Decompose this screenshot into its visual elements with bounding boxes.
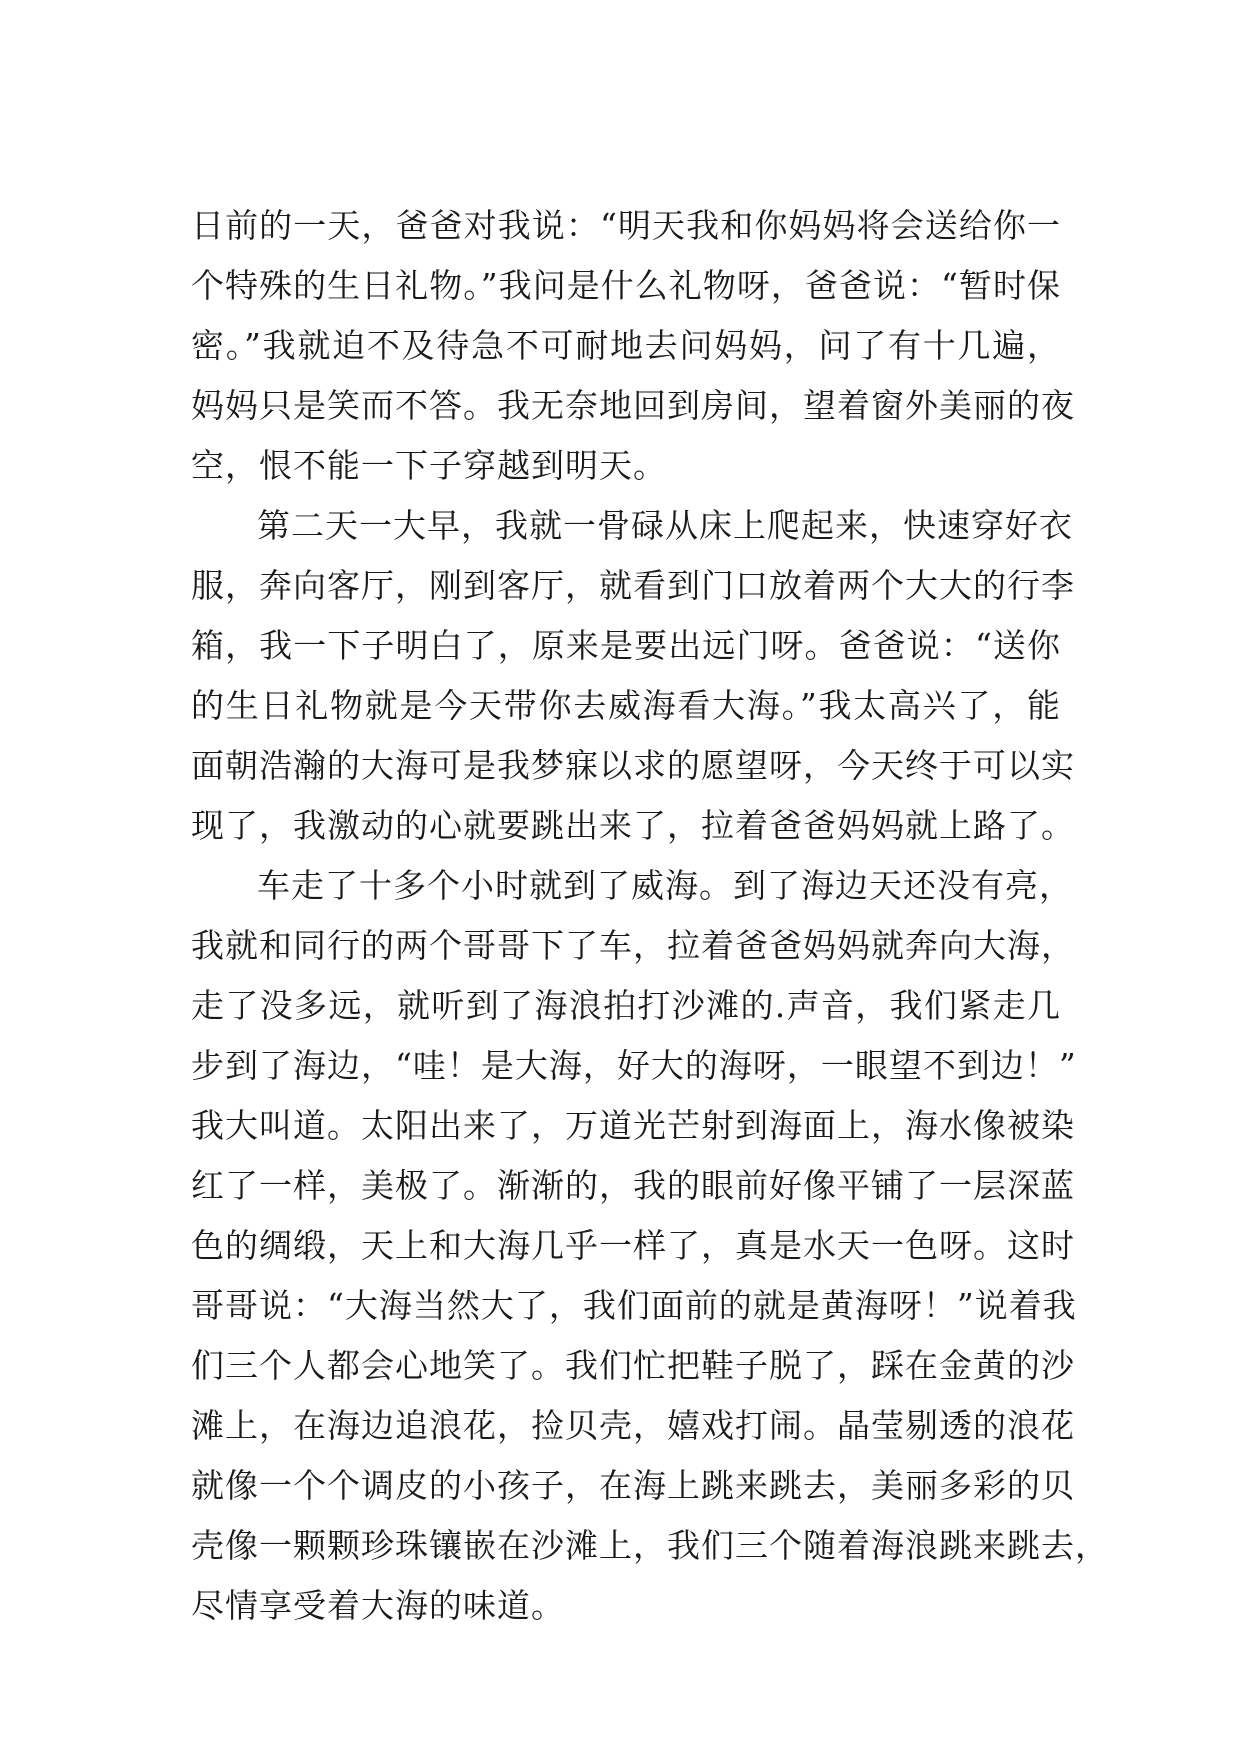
text-line: 现了，我激动的心就要跳出来了，拉着爸爸妈妈就上路了。 [191,806,1075,845]
text-line: 我就和同行的两个哥哥下了车，拉着爸爸妈妈就奔向大海， [191,926,1075,965]
essay-body [191,196,1109,1636]
text-line: 日前的一天，爸爸对我说：“明天我和你妈妈将会送给你一 [191,206,1061,245]
text-line: 们三个人都会心地笑了。我们忙把鞋子脱了，踩在金黄的沙 [191,1346,1075,1385]
text-line: 滩上，在海边追浪花，捡贝壳，嬉戏打闹。晶莹剔透的浪花 [191,1406,1075,1445]
text-line: 走了没多远，就听到了海浪拍打沙滩的.声音，我们紧走几 [191,986,1061,1025]
text-line: 的生日礼物就是今天带你去威海看大海。”我太高兴了，能 [191,686,1061,725]
text-line: 我大叫道。太阳出来了，万道光芒射到海面上，海水像被染 [191,1106,1075,1145]
text-line: 红了一样，美极了。渐渐的，我的眼前好像平铺了一层深蓝 [191,1166,1075,1205]
paragraph-first-line: 第二天一大早，我就一骨碌从床上爬起来，快速穿好衣 [257,506,1073,545]
text-line: 箱，我一下子明白了，原来是要出远门呀。爸爸说：“送你 [191,626,1061,665]
text-line: 壳像一颗颗珍珠镶嵌在沙滩上，我们三个随着海浪跳来跳去， [191,1526,1109,1565]
text-line: 步到了海边，“哇！是大海，好大的海呀，一眼望不到边！” [191,1046,1077,1085]
text-line: 空，恨不能一下子穿越到明天。 [191,446,667,485]
text-line: 就像一个个调皮的小孩子，在海上跳来跳去，美丽多彩的贝 [191,1466,1075,1505]
text-line: 面朝浩瀚的大海可是我梦寐以求的愿望呀，今天终于可以实 [191,746,1075,785]
text-line: 色的绸缎，天上和大海几乎一样了，真是水天一色呀。这时 [191,1226,1075,1265]
text-line: 服，奔向客厅，刚到客厅，就看到门口放着两个大大的行李 [191,566,1075,605]
text-line: 密。”我就迫不及待急不可耐地去问妈妈，问了有十几遍， [191,326,1061,365]
text-line: 尽情享受着大海的味道。 [191,1586,565,1625]
text-line: 妈妈只是笑而不答。我无奈地回到房间，望着窗外美丽的夜 [191,386,1075,425]
paragraph-first-line: 车走了十多个小时就到了威海。到了海边天还没有亮， [257,866,1073,905]
text-line: 哥哥说：“大海当然大了，我们面前的就是黄海呀！”说着我 [191,1286,1077,1325]
text-line: 个特殊的生日礼物。”我问是什么礼物呀，爸爸说：“暂时保 [191,266,1061,305]
